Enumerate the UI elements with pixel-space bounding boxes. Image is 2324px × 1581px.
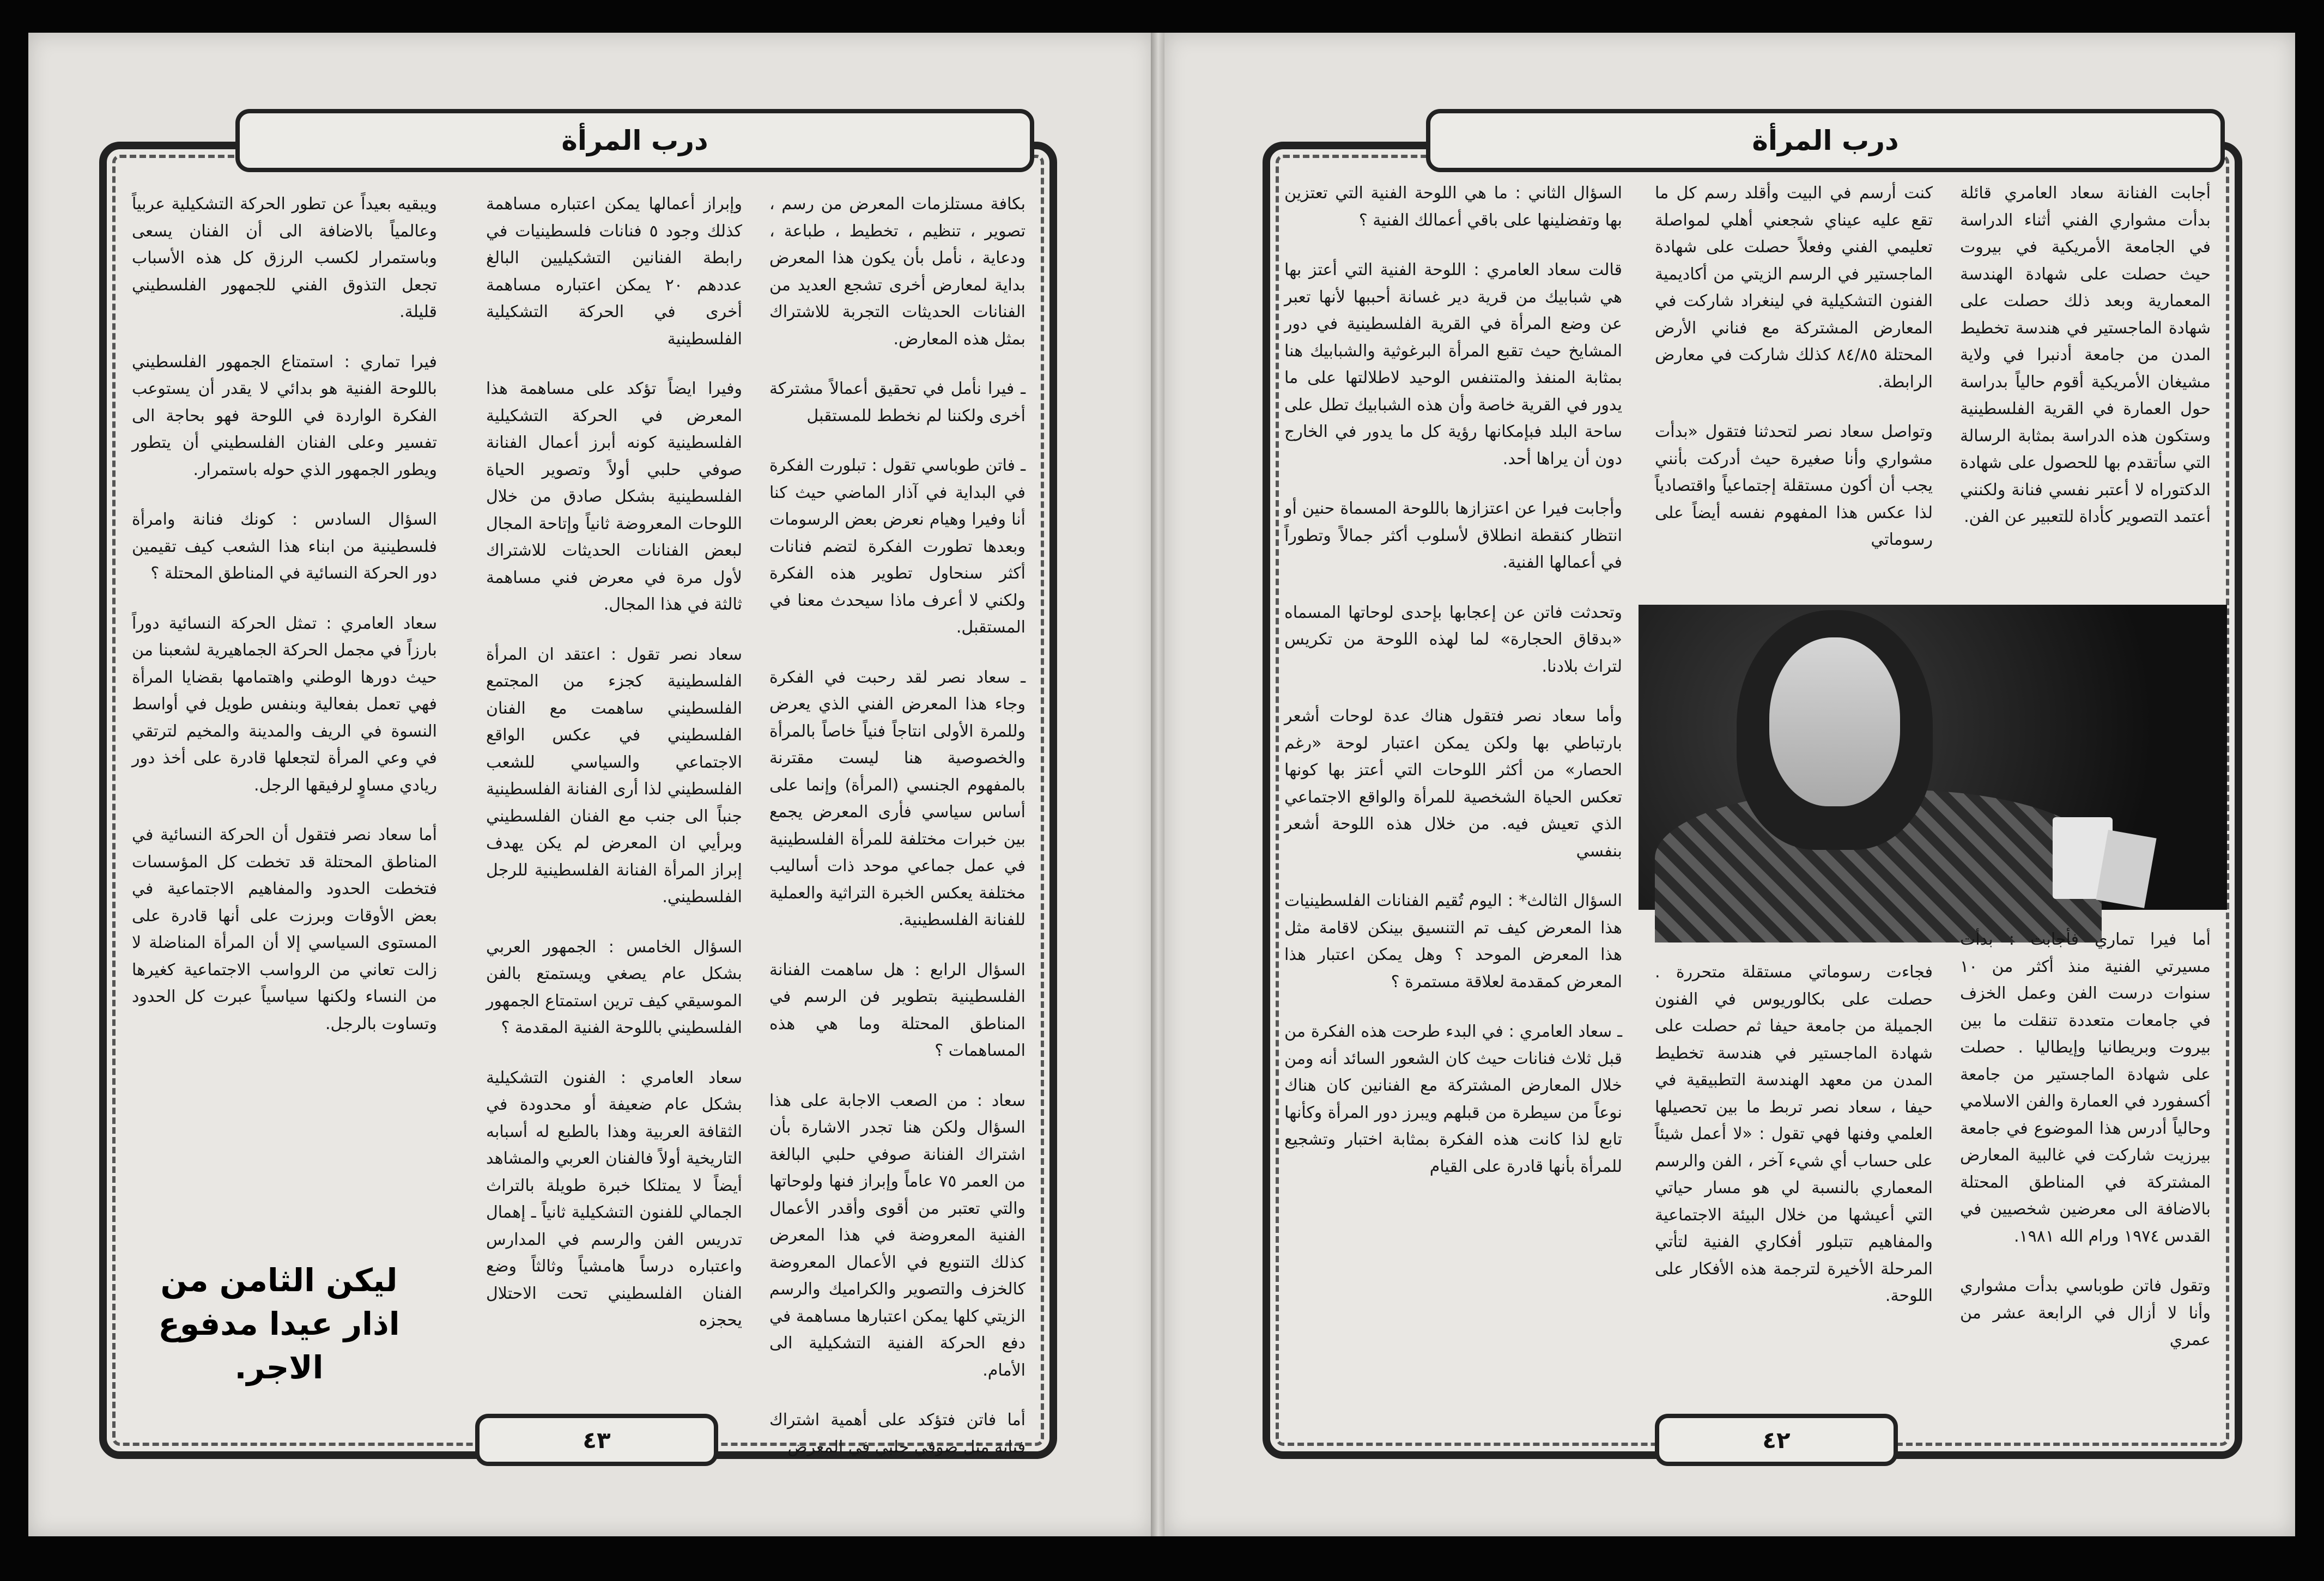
paragraph: وتقول فاتن طوباسي بدأت مشواري وأنا لا أزال في الرابعة عشر من عمري xyxy=(1960,1276,2211,1349)
paragraph: بكافة مستلزمات المعرض من رسم ، تصوير ، تنظيم ، تخطيط ، طباعة ، ودعاية ، نأمل بأن يكون هذا المعرض بداية لمعارض أخرى تشجع العديد من الفنانات الحديثات التجربة للاشتراك بمثل هذه المعارض. xyxy=(769,194,1026,349)
paragraph: قالت سعاد العامري : اللوحة الفنية التي أعتز بها هي شبابيك من قرية دير غسانة أحببها لأنها تعبر عن وضع المرأة في القرية الفلسطينية في دور المشايخ حيث تقبع المرأة البرغوثية والشبابيك هنا بمثابة المنفذ والمتنفس الوحيد لاطلالتها على ما يدور في القرية خاصة وأن هذه الشبابيك تطل على ساحة البلد فبإمكانها رؤية كل ما يدور في الخارج دون أن يراها أحد. xyxy=(1284,260,1622,469)
paragraph: أما فيرا تماري فأجابت : بدأت مسيرتي الفنية منذ أكثر من ١٠ سنوات درست الفن وعمل الخزف في جامعات متعددة تنقلت ما بين بيروت وبريطانيا وإيطاليا . حصلت على شهادة الماجستير من جامعة أكسفورد في العمارة والفن الاسلامي وحالياً أدرس هذا الموضوع في جامعة بيرزيت شاركت في غالبية المعارض المشتركة في المناطق المحتلة بالاضافة الى معرضين شخصيين في القدس ١٩٧٤ ورام الله ١٩٨١. xyxy=(1960,930,2211,1246)
column-1-bottom xyxy=(1960,926,2211,1406)
right-page xyxy=(1164,33,2295,1536)
column-1 xyxy=(769,191,1026,1457)
paragraph: السؤال الثاني : ما هي اللوحة الفنية التي تعتزين بها وتفضلينها على باقي أعمالك الفنية ؟ xyxy=(1284,184,1622,230)
photo-subject-face xyxy=(1769,637,1900,806)
paragraph: وأجابت فيرا عن اعتزازها باللوحة المسماة حنين أو انتظار كنقطة انطلاق لأسلوب أكثر جمالاً وتطوراً في أعمالها الفنية. xyxy=(1284,499,1622,572)
paragraph: وتواصل سعاد نصر لتحدثنا فتقول «بدأت مشواري وأنا صغيرة حيث أدركت بأنني يجب أن أكون مستقلة إجتماعياً واقتصادياً لذا عكس هذا المفهوم نفسه أيضاً على رسوماتي xyxy=(1655,422,1933,549)
paragraph: السؤال الخامس : الجمهور العربي بشكل عام يصغي ويستمتع بالفن الموسيقي كيف ترين استمتاع الجمهور الفلسطيني باللوحة الفنية المقدمة ؟ xyxy=(486,937,742,1037)
left-page xyxy=(28,33,1154,1536)
paragraph: وفيرا ايضاً تؤكد على مساهمة هذا المعرض في الحركة التشكيلية الفلسطينية كونه أبرز أعمال الفنانة صوفي حلبي أولاً وتصوير الحياة الفلسطينية بشكل صادق من خلال اللوحات المعروضة ثانياً وإتاحة المجال لبعض الفنانات الحديثات للاشتراك لأول مرة في معرض فني مساهمة ثالثة في هذا المجال. xyxy=(486,379,742,614)
column-2-top xyxy=(1655,180,1933,594)
paragraph: أما فاتن فتؤكد على أهمية اشتراك فنانة مثل صوفي حلبي في المعرض xyxy=(769,1410,1026,1457)
paragraph: السؤال الرابع : هل ساهمت الفنانة الفلسطينية بتطوير فن الرسم في المناطق المحتلة وما هي هذه المساهمات ؟ xyxy=(769,960,1026,1060)
paragraph: أما سعاد نصر فتقول أن الحركة النسائية في المناطق المحتلة قد تخطت كل المؤسسات فتخطت الحدود والمفاهيم الاجتماعية في بعض الأوقات وبرزت على أنها قادرة على المستوى السياسي إلا أن المرأة المناضلة لا زالت تعاني من الرواسب الاجتماعية كغيرها من النساء ولكنها سياسياً عبرت كل الحدود وتساوت بالرجل. xyxy=(132,825,437,1033)
paragraph: سعاد : من الصعب الاجابة على هذا السؤال ولكن هنا تجدر الاشارة بأن اشتراك الفنانة صوفي حلبي البالغة من العمر ٧٥ عاماً وإبراز فنها ولوحاتها والتي تعتبر من أقوى وأقدر الأعمال الفنية المعروضة في هذا المعرض كذلك التنويع في الأعمال المعروضة كالخزف والتصوير والكراميك والرسم الزيتي كلها يمكن اعتبارها مساهمة في دفع الحركة الفنية التشكيلية الى الأمام. xyxy=(769,1091,1026,1380)
page-number: ٤٣ xyxy=(582,1426,611,1454)
paragraph: وإبراز أعمالها يمكن اعتباره مساهمة كذلك وجود ٥ فنانات فلسطينيات في رابطة الفنانين التشكيليين البالغ عددهم ٢٠ يمكن اعتباره مساهمة أخرى في الحركة التشكيلية الفلسطينية xyxy=(486,194,742,349)
column-1-top xyxy=(1960,180,2211,594)
paragraph: كنت أرسم في البيت وأقلد رسم كل ما تقع عليه عيناي شجعني أهلي لمواصلة تعليمي الفني وفعلاً حصلت على شهادة الماجستير في الرسم الزيتي من أكاديمية الفنون التشكيلية في لينغراد شاركت في المعارض المشتركة مع فناني الأرض المحتلة ٨٤/٨٥ كذلك شاركت في معارض الرابطة. xyxy=(1655,184,1933,392)
column-3 xyxy=(1284,180,1622,1406)
paragraph: وأما سعاد نصر فتقول هناك عدة لوحات أشعر بارتباطي بها ولكن يمكن اعتبار لوحة «رغم الحصار» من أكثر اللوحات التي أعتز بها كونها تعكس الحياة الشخصية للمرأة والواقع الاجتماعي الذي تعيش فيه. من خلال هذه اللوحة أشعر بنفسي xyxy=(1284,707,1622,861)
section-header xyxy=(1426,109,2225,172)
portrait-photo xyxy=(1639,605,2227,910)
column-2 xyxy=(486,191,742,1400)
section-title: درب المرأة xyxy=(561,125,708,156)
page-number-box xyxy=(475,1414,718,1466)
paragraph: فجاءت رسوماتي مستقلة متحررة . حصلت على بكالوريوس في الفنون الجميلة من جامعة حيفا ثم حصلت على شهادة الماجستير في هندسة تخطيط المدن من معهد الهندسة التطبيقية في حيفا ، سعاد نصر تربط ما بين تحصيلها العلمي وفنها فهي تقول : «لا أعمل شيئاً على حساب أي شيء آخر ، الفن والرسم المعماري بالنسبة لي هو مسار حياتي التي أعيشها من خلال البيئة الاجتماعية والمفاهيم تتبلور أفكاري الفنية لتأتي المرحلة الأخيرة لترجمة هذه الأفكار على اللوحة. xyxy=(1655,963,1933,1305)
paragraph: ـ فاتن طوباسي تقول : تبلورت الفكرة في البداية في آذار الماضي حيث كنا أنا وفيرا وهيام نعرض بعض الرسومات وبعدها تطورت الفكرة لتضم فنانات أكثر سنحاول تطوير هذه الفكرة ولكني لا أعرف ماذا سيحدث معنا في المستقبل. xyxy=(769,456,1026,637)
closing-slogan: ليكن الثامن من اذار عيدا مدفوع الاجر. xyxy=(158,1262,400,1386)
paragraph: وتحدثت فاتن عن إعجابها بإحدى لوحاتها المسماه «بدقاق الحجارة» لما لهذه اللوحة من تكريس لتراث بلادنا. xyxy=(1284,603,1622,676)
paragraph: ويبقيه بعيداً عن تطور الحركة التشكيلية عربياً وعالمياً بالاضافة الى أن الفنان يسعى وباستمرار لكسب الرزق كل هذه الأسباب تجعل التذوق الفني للجمهور الفلسطيني قليلة. xyxy=(132,194,437,321)
paragraph: السؤال السادس : كونك فنانة وامرأة فلسطينية من ابناء هذا الشعب كيف تقيمين دور الحركة النسائية في المناطق المحتلة ؟ xyxy=(132,510,437,583)
paragraph: أجابت الفنانة سعاد العامري قائلة بدأت مشواري الفني أثناء الدراسة في الجامعة الأمريكية في بيروت حيث حصلت على شهادة الهندسة المعمارية وبعد ذلك حصلت على شهادة الماجستير في هندسة تخطيط المدن من جامعة أدنبرا في ولاية مشيغان الأمريكية أقوم حالياً بدراسة حول العمارة في القرية الفلسطينية وستكون هذه الدراسة بمثابة الرسالة التي سأتقدم بها للحصول على شهادة الدكتوراه لا أعتبر نفسي فنانة ولكنني أعتمد التصوير كأداة للتعبير عن الفن. xyxy=(1960,184,2211,526)
paragraph: سعاد العامري : الفنون التشكيلية بشكل عام ضعيفة أو محدودة في الثقافة العربية وهذا بالطبع له أسبابه التاريخية أولاً فالفنان العربي والمشاهد أيضاً لا يمتلكا خبرة طويلة بالتراث الجمالي للفنون التشكيلية ثانياً ـ إهمال تدريس الفن والرسم في المدارس واعتباره درساً هامشياً وثالثاً وضع الفنان الفلسطيني تحت الاحتلال يحجزه xyxy=(486,1068,742,1330)
magazine-spread xyxy=(28,33,2295,1536)
paragraph: السؤال الثالث* : اليوم تُقيم الفنانات الفلسطينيات هذا المعرض كيف تم التنسيق بينكن لاقامة مثل هذا المعرض الموحد ؟ وهل يمكن اعتبار هذا المعرض كمقدمة لعلاقة مستمرة ؟ xyxy=(1284,891,1622,992)
paragraph: سعاد نصر تقول : اعتقد ان المرأة الفلسطينية كجزء من المجتمع الفلسطيني ساهمت مع الفنان الفلسطيني في عكس الواقع الاجتماعي والسياسي للشعب الفلسطيني لذا أرى الفنانة الفلسطينية جنباً الى جنب مع الفنان الفلسطيني وبرأيي ان المعرض لم يكن يهدف إبراز المرأة الفنانة الفلسطينية للرجل الفلسطيني. xyxy=(486,644,742,907)
paragraph: ـ سعاد نصر لقد رحبت في الفكرة وجاء هذا المعرض الفني الذي يعرض وللمرة الأولى انتاجاً فنياً خاصاً بالمرأة والخصوصية هنا ليست مقترنة بالمفهوم الجنسي (المرأة) وإنما على أساس سياسي فأرى المعرض يجمع بين خبرات مختلفة للمرأة الفلسطينية في عمل جماعي موحد ذات أساليب مختلفة يعكس الخبرة التراثية والعملية للفنانة الفلسطينية. xyxy=(769,667,1026,929)
section-header xyxy=(235,109,1034,172)
page-number-box xyxy=(1655,1414,1898,1466)
paragraph: ـ سعاد العامري : في البدء طرحت هذه الفكرة من قبل ثلاث فنانات حيث كان الشعور السائد أنه ومن خلال المعارض المشتركة مع الفنانين كان هناك نوعاً من سيطرة من قبلهم ويبرز دور المرأة وكأنها تابع لذا كانت هذه الفكرة بمثابة اختبار وتشجيع للمرأة بأنها قادرة على القيام xyxy=(1284,1022,1622,1176)
paragraph: سعاد العامري : تمثل الحركة النسائية دوراً بارزاً في مجمل الحركة الجماهيرية لشعبنا من حيث دورها الوطني واهتمامها بقضايا المرأة فهي تعمل بفعالية وبنفس طويل في أواسط النسوة في الريف والمدينة والمخيم لترتقي في وعي المرأة لتجعلها قادرة على أخذ دور ريادي مساوٍ لرفيقها الرجل. xyxy=(132,613,437,795)
column-2-bottom xyxy=(1655,959,1933,1406)
column-3 xyxy=(132,191,437,1400)
paragraph: ـ فيرا نأمل في تحقيق أعمالاً مشتركة أخرى ولكننا لم نخطط للمستقبل xyxy=(769,379,1026,425)
page-number: ٤٢ xyxy=(1762,1426,1791,1454)
paragraph: فيرا تماري : استمتاع الجمهور الفلسطيني باللوحة الفنية هو بدائي لا يقدر أن يستوعب الفكرة الواردة في اللوحة فهو بحاجة الى تفسير وعلى الفنان الفلسطيني أن يتطور ويطور الجمهور الذي حوله باستمرار. xyxy=(132,352,437,479)
section-title: درب المرأة xyxy=(1752,125,1899,156)
